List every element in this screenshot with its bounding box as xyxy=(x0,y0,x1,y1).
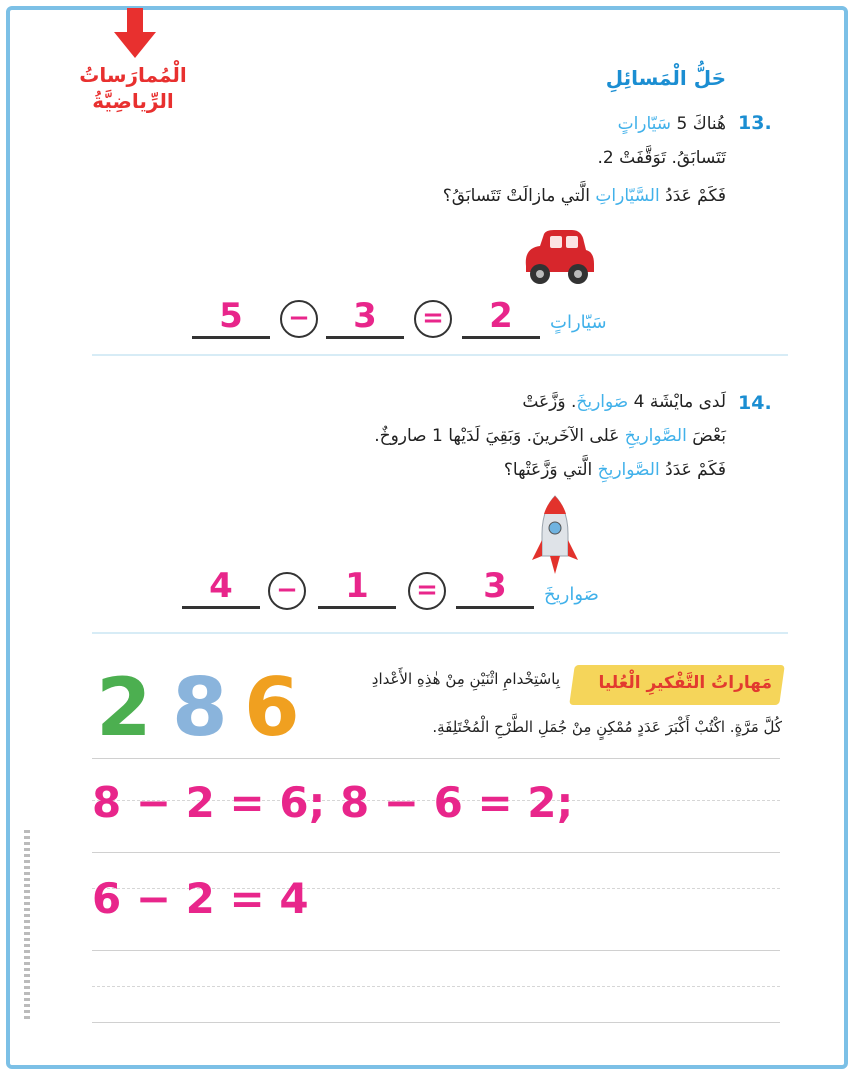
writing-line xyxy=(92,758,780,759)
eq13-blank-c: 2 xyxy=(462,296,540,339)
number-card: 2 xyxy=(96,661,152,754)
question-14-line3: فَكَمْ عَدَدُ الصَّواريخِ الَّتي وَزَّعَتْها؟ xyxy=(503,460,726,480)
answer-line-1: 8 − 2 = 6; 8 − 6 = 2; xyxy=(92,778,574,827)
number-card: 8 xyxy=(172,661,228,754)
math-practices-label: الْمُمارَساتُ الرِّياضِيَّةُ xyxy=(79,63,187,113)
margin-print-mark xyxy=(24,830,30,1020)
rocket-icon xyxy=(528,494,582,578)
eq13-minus-circle: − xyxy=(280,300,318,338)
question-13-line2: تَتَسابَقُ. تَوَقَّفَتْ 2. xyxy=(597,148,726,168)
question-14-line2: بَعْضَ الصَّواريخِ عَلى الآخَرينَ. وَبَقِيَ لَدَيْها 1 صاروخٌ. xyxy=(374,426,726,446)
eq14-blank-a: 4 xyxy=(182,566,260,609)
eq14-minus-circle: − xyxy=(268,572,306,610)
hots-line1: بِاسْتِخْدامِ اثْنَيْنِ مِنْ هٰذِهِ الأَعْدادِ xyxy=(371,670,560,688)
eq14-blank-b: 1 xyxy=(318,566,396,609)
question-14-line1: لَدى مايْشَة 4 صَواريخَ. وَزَّعَتْ xyxy=(522,392,726,412)
answer-line-2: 6 − 2 = 4 xyxy=(92,874,309,923)
eq14-blank-c: 3 xyxy=(456,566,534,609)
red-car-icon xyxy=(520,228,598,290)
question-13-line1: هُناكَ 5 سَيّاراتٍ xyxy=(617,114,726,134)
eq13-blank-a: 5 xyxy=(192,296,270,339)
divider xyxy=(92,354,788,356)
eq14-unit: صَواريخَ xyxy=(544,584,599,605)
question-13-number: 13. xyxy=(738,112,772,134)
writing-line xyxy=(92,950,780,951)
eq13-unit: سَيّاراتٍ xyxy=(550,312,607,333)
hots-line2: كُلَّ مَرَّةٍ. اكْتُبْ أَكْبَرَ عَدَدٍ مُمْكِنٍ مِنْ جُمَلِ الطَّرْحِ الْمُخْتَلِفَةِ. xyxy=(432,718,782,736)
writing-line xyxy=(92,1022,780,1023)
writing-line xyxy=(92,852,780,853)
eq13-blank-b: 3 xyxy=(326,296,404,339)
red-down-arrow-icon xyxy=(112,8,158,60)
question-14-number: 14. xyxy=(738,392,772,414)
writing-line-guide xyxy=(92,986,780,988)
eq14-equals-circle: = xyxy=(408,572,446,610)
question-13-line3: فَكَمْ عَدَدُ السَّيّاراتِ الَّتي مازالَتْ تَتَسابَقُ؟ xyxy=(442,186,726,206)
divider xyxy=(92,632,788,634)
section-title: حَلُّ الْمَسائِلِ xyxy=(605,66,726,90)
hots-banner-label: مَهاراتُ التَّفْكيرِ الْعُليا xyxy=(598,673,772,693)
eq13-equals-circle: = xyxy=(414,300,452,338)
number-card: 6 xyxy=(244,661,300,754)
